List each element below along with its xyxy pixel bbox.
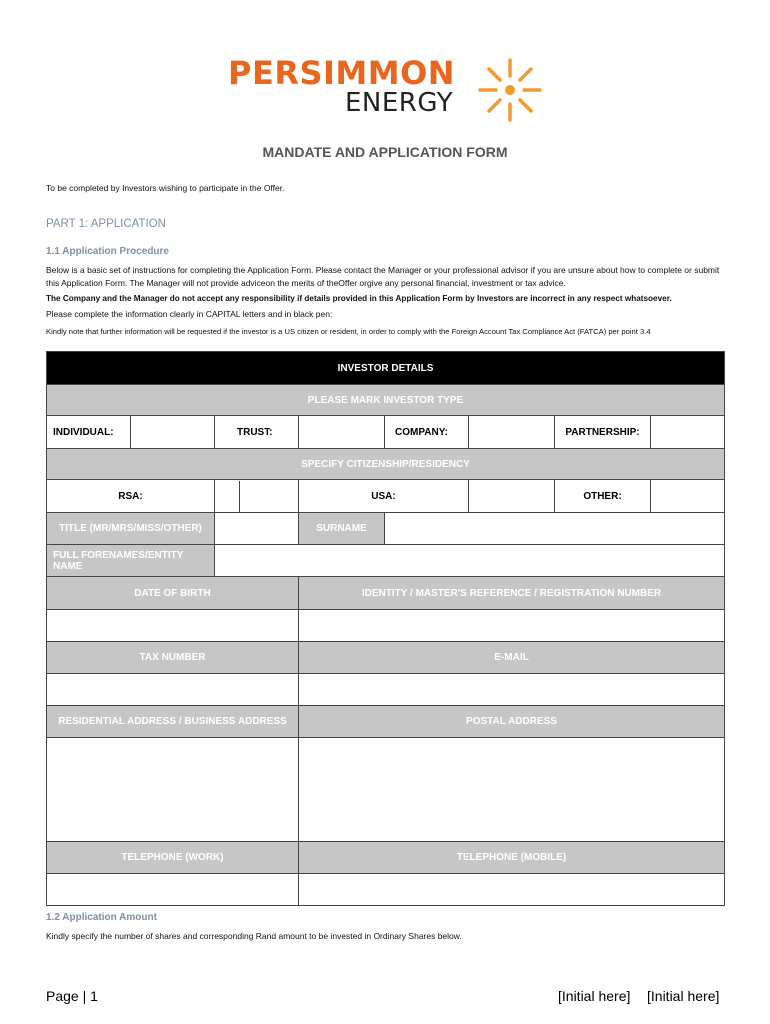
other-checkbox[interactable] [651,480,725,513]
sun-logo-icon [470,50,550,130]
other-label: OTHER: [555,480,651,513]
identity-label: IDENTITY / MASTER'S REFERENCE / REGISTRATION NUMBER [299,577,725,610]
investor-type-band: PLEASE MARK INVESTOR TYPE [47,385,725,416]
telephone-work-input[interactable] [47,874,299,906]
logo-wordmark-persimmon: PERSIMMON [228,54,456,92]
responsibility-disclaimer: The Company and the Manager do not accept any responsibility if details provided in this Application Form by Investors are incorrect in any respect whatsoever. [46,294,672,303]
section-1-2-heading: 1.2 Application Amount [46,912,157,923]
forenames-label: FULL FORENAMES/ENTITY NAME [47,545,215,577]
email-input[interactable] [299,674,725,706]
page-number: Page | 1 [46,988,98,1004]
surname-input[interactable] [385,513,725,545]
trust-checkbox[interactable] [299,416,385,449]
intro-text: To be completed by Investors wishing to participate in the Offer. [46,183,285,193]
dob-label: DATE OF BIRTH [47,577,299,610]
usa-label: USA: [299,480,469,513]
tax-number-label: TAX NUMBER [47,642,299,674]
residential-address-label: RESIDENTIAL ADDRESS / BUSINESS ADDRESS [47,706,299,738]
rsa-label: RSA: [47,480,215,513]
procedure-paragraph: Below is a basic set of instructions for completing the Application Form. Please contact the Manager or your professional advisor if you are unsure about how to complete or submit this Application Form. The Manager will not provide adviceon the merits of theOffer orgive any personal financial, investment or tax advice. [46,265,720,288]
investor-details-header: INVESTOR DETAILS [47,352,725,385]
section-1-1-heading: 1.1 Application Procedure [46,246,169,257]
trust-label: TRUST: [215,416,299,449]
initial-here-2[interactable]: [Initial here] [647,988,720,1004]
fatca-note: Kindly note that further information will be requested if the investor is a US citizen or resident, in order to comply with the Foreign Account Tax Compliance Act (FATCA) per point 3.4 [46,327,651,336]
partnership-label: PARTNERSHIP: [555,416,651,449]
form-title: MANDATE AND APPLICATION FORM [262,144,508,160]
email-label: E-MAIL [299,642,725,674]
part1-heading: PART 1: APPLICATION [46,218,166,230]
company-label: COMPANY: [385,416,469,449]
investor-details-table [46,351,725,906]
title-label: TITLE (MR/MRS/MISS/OTHER) [47,513,215,545]
application-amount-text: Kindly specify the number of shares and corresponding Rand amount to be invested in Ordinary Shares below. [46,931,462,941]
initial-here-1[interactable]: [Initial here] [558,988,631,1004]
capital-letters-note: Please complete the information clearly in CAPITAL letters and in black pen: [46,309,333,319]
dob-input[interactable] [47,610,299,642]
forenames-input[interactable] [215,545,725,577]
company-checkbox[interactable] [469,416,555,449]
surname-label: SURNAME [299,513,385,545]
partnership-checkbox[interactable] [651,416,725,449]
citizenship-band: SPECIFY CITIZENSHIP/RESIDENCY [47,449,725,480]
telephone-mobile-label: TELEPHONE (MOBILE) [299,842,725,874]
postal-address-input[interactable] [299,738,725,842]
logo-wordmark-energy: ENERGY [345,88,454,118]
usa-checkbox[interactable] [469,480,555,513]
telephone-mobile-input[interactable] [299,874,725,906]
identity-input[interactable] [299,610,725,642]
rsa-spacer [215,481,240,512]
postal-address-label: POSTAL ADDRESS [299,706,725,738]
title-input[interactable] [215,513,299,545]
rsa-field-wrap [215,480,299,513]
rsa-checkbox[interactable] [240,481,298,512]
tax-number-input[interactable] [47,674,299,706]
individual-checkbox[interactable] [131,416,215,449]
telephone-work-label: TELEPHONE (WORK) [47,842,299,874]
individual-label: INDIVIDUAL: [47,416,131,449]
residential-address-input[interactable] [47,738,299,842]
